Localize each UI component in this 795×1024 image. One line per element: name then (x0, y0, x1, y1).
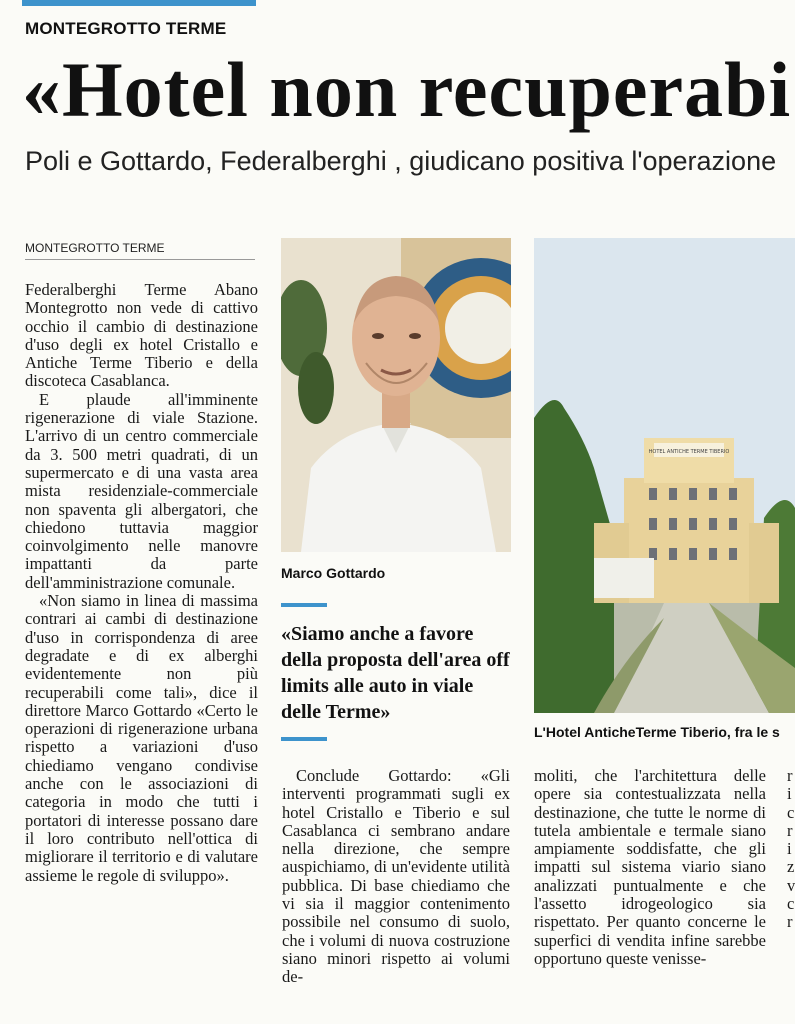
article-column-1 (25, 281, 258, 885)
paragraph: Federalberghi Terme Abano Montegrotto non vede di cattivo occhio il cambio di destinazione d'uso degli ex hotel Cristallo e Antiche Terme Tiberio e della discoteca Casablanca. (25, 280, 258, 391)
hotel-illustration (534, 238, 795, 713)
hotel-sign: HOTEL ANTICHE TERME TIBERIO (648, 449, 730, 455)
section-label: MONTEGROTTO TERME (25, 19, 227, 38)
article-column-4-partial (787, 767, 795, 1017)
portrait-illustration (281, 238, 511, 552)
headline: «Hotel non recuperabi (22, 46, 792, 133)
subheadline: Poli e Gottardo, Federalberghi , giudicano positiva l'operazione (25, 146, 777, 176)
paragraph: r i c r i z v c r (787, 767, 795, 932)
quote-accent-bar-top (281, 603, 327, 607)
photo-caption-portrait: Marco Gottardo (281, 565, 386, 581)
section-accent-bar (22, 0, 256, 6)
paragraph: moliti, che l'architettura delle opere sia contestualizzata nella destinazione, che tutte le norme di tutela ambientale e termale siano ampiamente soddisfatte, che gli impatti sul sistema viario siano analizzati puntualmente e che l'assetto idrogeologico sia rispettato. Per quanto concerne le superfici di vendita infine sarebbe opportuno queste venisse- (534, 766, 766, 968)
hotel-photo (534, 238, 795, 713)
article-column-2 (282, 767, 510, 987)
paragraph: «Non siamo in linea di massima contrari ai cambi di destinazione d'uso in corrispondenza di aree degradate e di ex alberghi evidentemente non più recuperabili come tali», dice il direttore Marco Gottardo «Certo le operazioni di rigenerazione urbana rispetto a variazioni d'uso chiediamo vengano condivise anche con le associazioni di categoria in modo che tutti i portatori di interesse possano dare il loro contributo nell'ottica di migliorare il territorio e di valutare assieme le regole di sviluppo». (25, 591, 258, 885)
photo-caption-hotel: L'Hotel AnticheTerme Tiberio, fra le s (534, 724, 780, 740)
portrait-photo (281, 238, 511, 552)
paragraph: Conclude Gottardo: «Gli interventi programmati sugli ex hotel Cristallo e Tiberio e sul Casablanca ci sembrano andare nella direzione, che sempre auspichiamo, di un'evidente utilità pubblica. Di base chiediamo che vi sia il maggior contenimento possibile nel consumo di suolo, che i volumi di nuova costruzione siano minori rispetto ai volumi de- (282, 766, 510, 987)
paragraph: E plaude all'imminente rigenerazione di viale Stazione. L'arrivo di un centro commerciale da 3. 500 metri quadrati, di un supermercato e di una vasta area mista residenziale-commerciale non spaventa gli albergatori, che chiedono tuttavia maggior coinvolgimento nelle manovre impattanti da parte dell'amministrazione comunale. (25, 389, 258, 592)
pull-quote: «Siamo anche a favore della proposta dell'area off limits alle auto in viale delle Terme» (281, 623, 510, 723)
quote-accent-bar-bottom (281, 737, 327, 741)
byline: MONTEGROTTO TERME (25, 241, 255, 260)
article-column-3 (534, 767, 766, 968)
